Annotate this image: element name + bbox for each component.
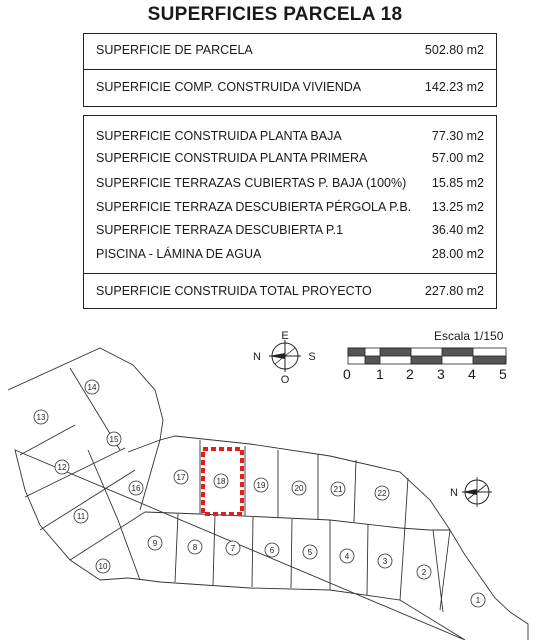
row-label: SUPERFICIE TERRAZAS CUBIERTAS P. BAJA (100%): [96, 176, 407, 190]
lot-line: [128, 440, 160, 452]
lot-line: [440, 530, 450, 610]
lot-label: [471, 593, 485, 607]
row-value: 36.40 m2: [431, 223, 484, 237]
compass-n: N: [253, 351, 261, 363]
row-label: SUPERFICIE COMP. CONSTRUIDA VIVIENDA: [96, 80, 362, 94]
lot-label: [417, 565, 431, 579]
compass-s: S: [308, 351, 316, 363]
row-label: SUPERFICIE CONSTRUIDA PLANTA PRIMERA: [96, 151, 368, 165]
lot-number: 8: [192, 543, 198, 552]
row-value: 142.23 m2: [424, 80, 484, 94]
lot-label: [226, 541, 240, 555]
total-value: 227.80 m2: [424, 284, 484, 298]
lot-label: [265, 543, 279, 557]
lot-line: [118, 520, 140, 580]
lot-number: 18: [216, 477, 226, 486]
scale-label: Escala 1/150: [434, 329, 504, 343]
row-value: 13.25 m2: [431, 200, 484, 214]
lot-line: [145, 512, 450, 530]
lot-label: [292, 481, 306, 495]
lot-number: 6: [269, 546, 275, 555]
lot-line: [400, 526, 405, 600]
lot-label: [129, 481, 143, 495]
scale-number: 2: [406, 366, 414, 382]
lot-number: 12: [57, 463, 67, 472]
small-compass-icon: [462, 477, 492, 507]
scale-number: 1: [376, 366, 384, 382]
page-title: SUPERFICIES PARCELA 18: [147, 4, 403, 25]
lot-number: 7: [230, 544, 236, 553]
lot-label: [174, 470, 188, 484]
lot-label: [34, 410, 48, 424]
lot-number: 20: [294, 484, 304, 493]
lot-line: [252, 517, 253, 587]
lot-label: [214, 474, 228, 488]
lot-number: 15: [109, 435, 119, 444]
lot-label: [107, 432, 121, 446]
lot-number: 19: [256, 481, 266, 490]
scale-number: 4: [468, 366, 476, 382]
row-label: SUPERFICIE DE PARCELA: [96, 43, 253, 57]
total-label: SUPERFICIE CONSTRUIDA TOTAL PROYECTO: [96, 284, 372, 298]
compass-e: E: [281, 330, 289, 342]
scale-number: 0: [343, 366, 351, 382]
lot-line: [40, 470, 135, 530]
lot-label: [375, 486, 389, 500]
lot-number: 1: [475, 596, 481, 605]
row-label: SUPERFICIE TERRAZA DESCUBIERTA P.1: [96, 223, 344, 237]
lot-label: [303, 545, 317, 559]
compass-rose-icon: [269, 340, 301, 372]
row-value: 77.30 m2: [431, 129, 484, 143]
lot-label: [378, 554, 392, 568]
lot-line: [405, 478, 408, 526]
row-value: 57.00 m2: [431, 151, 484, 165]
lot-line: [88, 450, 118, 520]
lot-line: [175, 514, 178, 582]
lot-label: [148, 536, 162, 550]
lot-line: [354, 460, 356, 522]
row-label: SUPERFICIE TERRAZA DESCUBIERTA PÉRGOLA P.B.: [96, 200, 412, 214]
lot-line: [213, 515, 215, 585]
lot-number: 4: [344, 552, 350, 561]
lot-line: [140, 440, 160, 510]
lot-line: [367, 524, 368, 595]
row-value: 502.80 m2: [424, 43, 484, 57]
lot-number: 5: [307, 548, 313, 557]
scale-number: 5: [499, 366, 507, 382]
lot-number: 10: [98, 562, 108, 571]
scale-number: 3: [437, 366, 445, 382]
lot-label: [55, 460, 69, 474]
row-value: 28.00 m2: [431, 247, 484, 261]
lot-number: 21: [333, 485, 343, 494]
lot-number: 16: [131, 484, 141, 493]
lot-number: 9: [152, 539, 158, 548]
lot-number: 3: [382, 557, 388, 566]
lot-number: 22: [377, 489, 387, 498]
lot-label: [188, 540, 202, 554]
lot-label: [96, 559, 110, 573]
lot-number: 14: [87, 383, 97, 392]
row-label: PISCINA - LÁMINA DE AGUA: [96, 247, 262, 261]
lot-number: 17: [176, 473, 186, 482]
lot-label: [74, 509, 88, 523]
row-value: 15.85 m2: [431, 176, 484, 190]
small-compass-n: N: [450, 487, 458, 499]
lot-label: [254, 478, 268, 492]
lot-line: [291, 519, 292, 588]
compass-o: O: [280, 374, 290, 386]
lot-label: [85, 380, 99, 394]
lot-number: 2: [421, 568, 427, 577]
lot-label: [331, 482, 345, 496]
scale-bar: [348, 348, 506, 364]
lot-number: 11: [76, 512, 86, 521]
lot-label: [340, 549, 354, 563]
lot-line: [20, 425, 75, 455]
lot-number: 13: [36, 413, 46, 422]
row-label: SUPERFICIE CONSTRUIDA PLANTA BAJA: [96, 129, 342, 143]
